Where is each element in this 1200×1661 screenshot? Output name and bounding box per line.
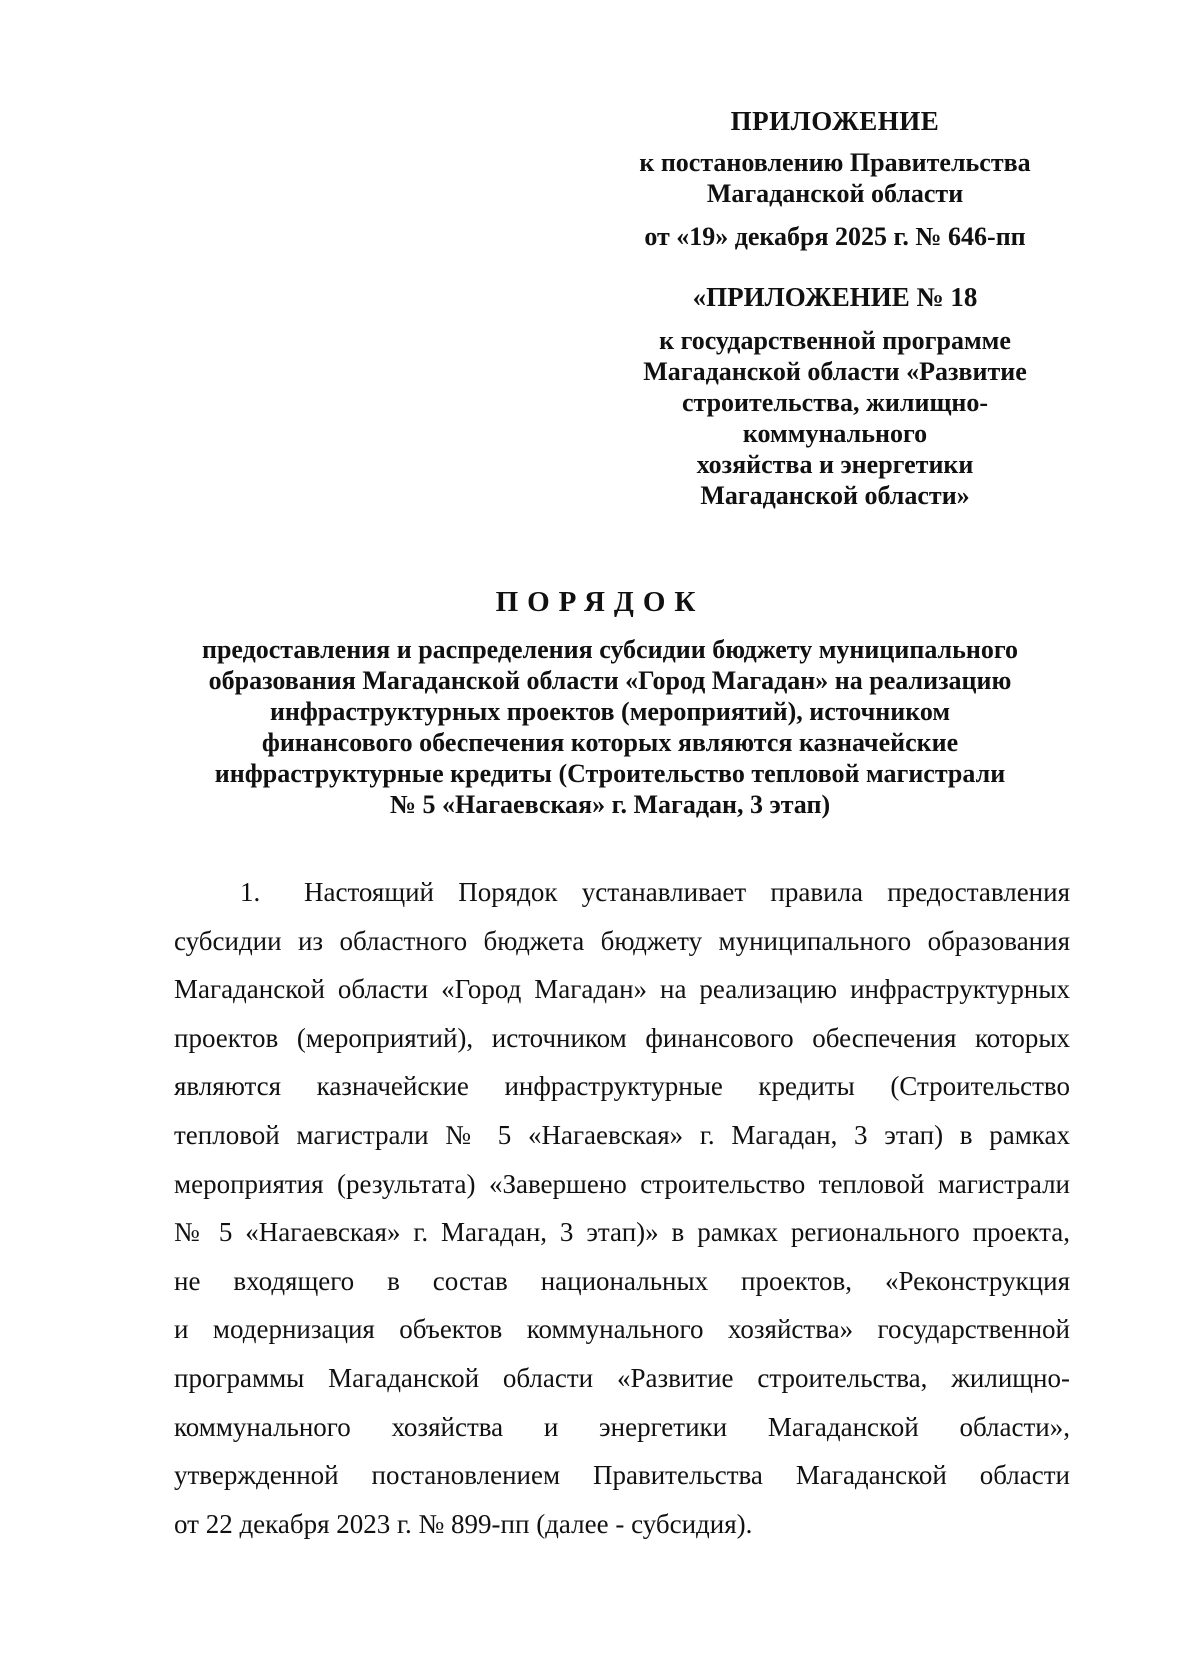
paragraph-line: мероприятия (результата) «Завершено строительство тепловой магистрали <box>174 1168 1070 1199</box>
paragraph-line: субсидии из областного бюджета бюджету муниципального образования <box>174 925 1070 956</box>
document-subject <box>150 634 1070 820</box>
appendix-title: ПРИЛОЖЕНИЕ <box>730 106 940 136</box>
subject-line: предоставления и распределения субсидии бюджету муниципального <box>201 635 1019 664</box>
program-appendix-line: хозяйства и энергетики <box>696 450 974 479</box>
appendix-line: Магаданской области <box>706 179 964 208</box>
paragraph-line: являются казначейские инфраструктурные кредиты (Строительство <box>174 1071 1070 1102</box>
paragraph-number: 1. <box>240 877 261 907</box>
subject-line: финансового обеспечения которых являются казначейские <box>261 728 959 757</box>
paragraph-line: проектов (мероприятий), источником финансового обеспечения которых <box>174 1022 1070 1053</box>
program-appendix-title: «ПРИЛОЖЕНИЕ № 18 <box>692 282 978 312</box>
paragraph-first-line <box>174 868 1070 917</box>
paragraph-line: и модернизация объектов коммунального хозяйства» государственной <box>174 1314 1070 1345</box>
paragraph-line: утвержденной постановлением Правительства Магаданской области <box>174 1460 1070 1491</box>
program-appendix-header <box>600 282 1070 511</box>
document-title: ПОРЯДОК <box>495 586 705 618</box>
paragraph-line: программы Магаданской области «Развитие строительства, жилищно- <box>174 1362 1070 1393</box>
subject-line: инфраструктурные кредиты (Строительство тепловой магистрали <box>214 759 1006 788</box>
paragraph-line: коммунального хозяйства и энергетики Магаданской области», <box>174 1411 1070 1442</box>
paragraph-line: не входящего в состав национальных проектов, «Реконструкция <box>174 1265 1070 1296</box>
appendix-header <box>600 106 1070 252</box>
paragraph-1 <box>174 868 1070 1548</box>
subject-line: № 5 «Нагаевская» г. Магадан, 3 этап) <box>389 790 831 819</box>
paragraph-line: от 22 декабря 2023 г. № 899-пп (далее - субсидия). <box>174 1508 753 1539</box>
program-appendix-line: Магаданской области» <box>700 481 970 510</box>
paragraph-line: Настоящий Порядок устанавливает правила предоставления <box>304 877 1070 907</box>
program-appendix-line: коммунального <box>742 419 928 448</box>
subject-line: образования Магаданской области «Город Магадан» на реализацию <box>208 666 1012 695</box>
program-appendix-line: к государственной программе <box>659 326 1011 355</box>
appendix-line: к постановлению Правительства <box>639 148 1031 177</box>
subject-line: инфраструктурных проектов (мероприятий), источником <box>269 697 951 726</box>
paragraph-line: № 5 «Нагаевская» г. Магадан, 3 этап)» в рамках регионального проекта, <box>174 1217 1070 1248</box>
paragraph-line: Магаданской области «Город Магадан» на реализацию инфраструктурных <box>174 974 1070 1005</box>
program-appendix-line: Магаданской области «Развитие <box>643 357 1027 386</box>
program-appendix-line: строительства, жилищно- <box>681 388 989 417</box>
paragraph-line: тепловой магистрали № 5 «Нагаевская» г. Магадан, 3 этап) в рамках <box>174 1119 1070 1150</box>
appendix-date: от «19» декабря 2025 г. № 646-пп <box>644 222 1026 251</box>
